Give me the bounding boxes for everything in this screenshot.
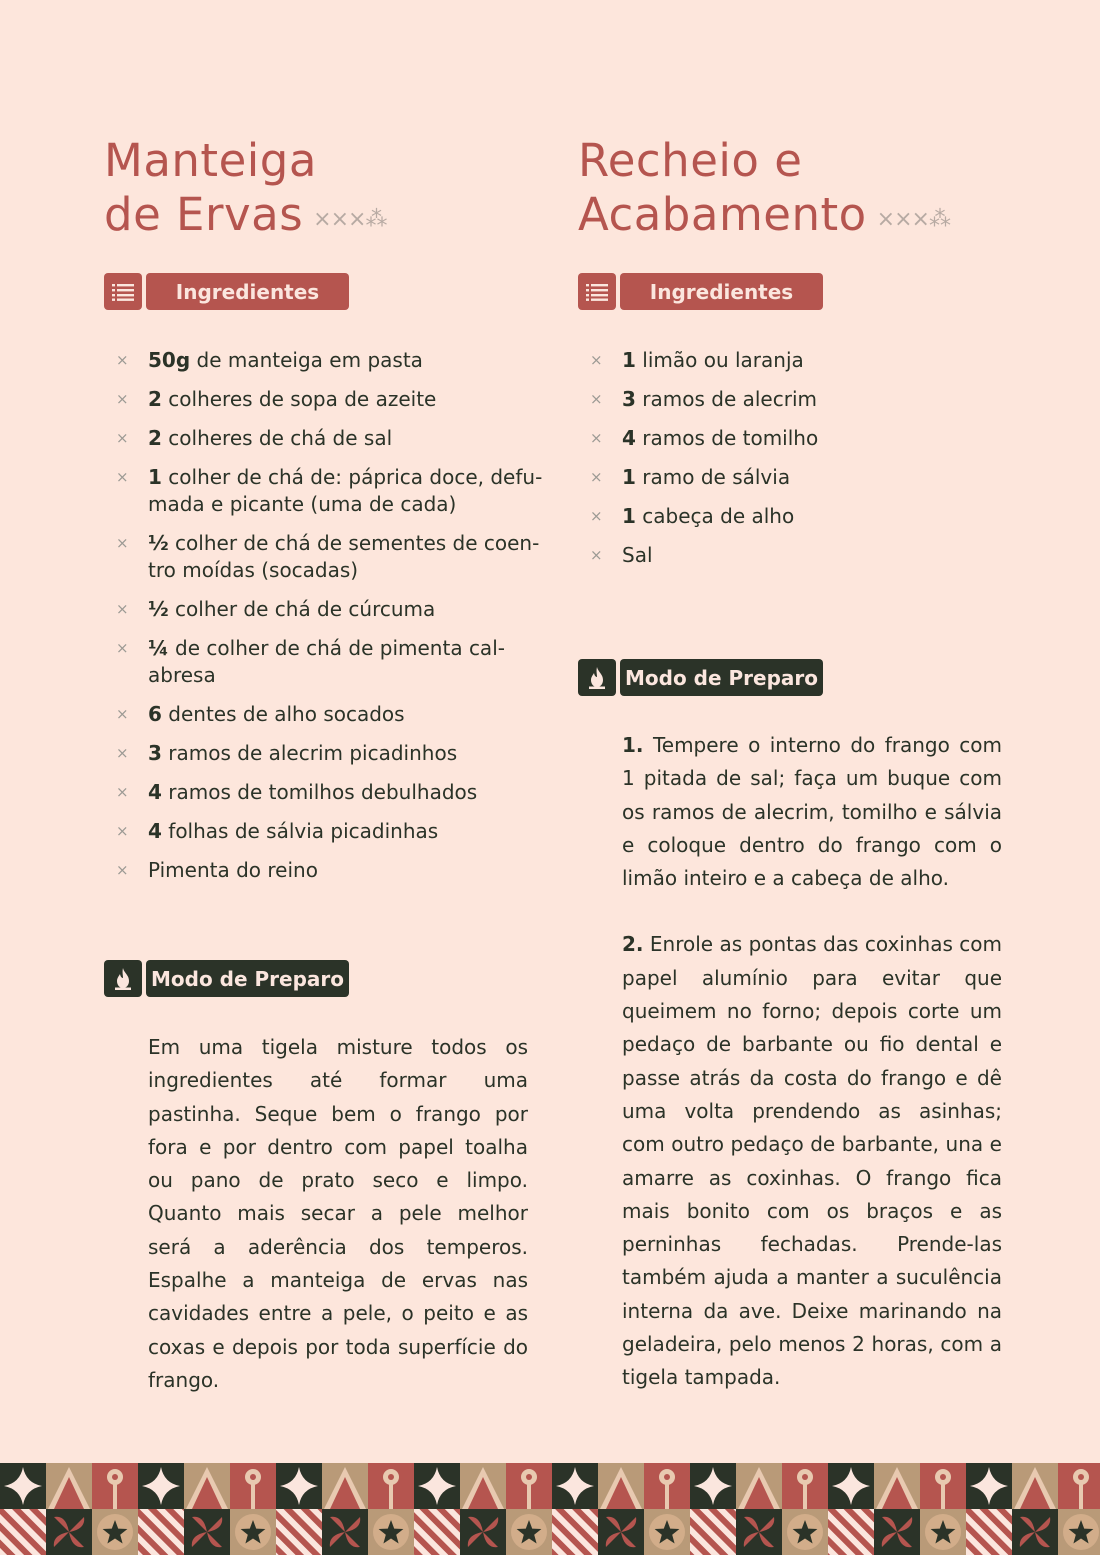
ingredient-quantity: ¼ (148, 636, 169, 660)
flower-tile (322, 1509, 368, 1555)
stripe-tile (138, 1509, 184, 1555)
ingredient-quantity: 3 (622, 387, 636, 411)
stripe-tile (828, 1509, 874, 1555)
cross-bullet-icon: × (590, 390, 603, 408)
ingredient-text: colher de chá de cúrcuma (168, 597, 436, 621)
cross-bullet-icon: × (116, 639, 129, 657)
title-line-2: Acabamento (578, 188, 867, 241)
ingredient-item (104, 596, 544, 623)
title-line-1: Recheio e (578, 134, 803, 187)
flower-tile (598, 1509, 644, 1555)
spoon-handle (113, 1483, 117, 1509)
step-text: Enrole as pontas das coxinhas com papel alumínio para evitar que queimem no forno; depois corte um pedaço de barbante ou fio dental e passe atrás da costa do frango e dê uma volta prendendo as asinhas; com outro pedaço de barbante, una e amarre as coxinhas. O frango fica mais bonito com os braços e as perninhas fechadas. Prende-las também ajuda a manter a suculência interna da ave. Deixe marinando na geladeira, pelo menos 2 horas, com a tigela tampada. (622, 932, 1002, 1390)
recipe-title-recheio (578, 134, 950, 249)
ingredient-item (104, 386, 544, 413)
spoon-handle (389, 1483, 393, 1509)
ingredient-quantity: 50g (148, 348, 191, 372)
ingredient-text: colheres de chá de sal (161, 426, 393, 450)
ingredient-item (104, 779, 544, 806)
stripe-tile (414, 1509, 460, 1555)
cross-bullet-icon: × (116, 861, 129, 879)
ingredient-item (578, 464, 1008, 491)
ingredient-list (578, 347, 1008, 581)
stripe-tile (690, 1509, 736, 1555)
ingredients-label: Ingredientes (146, 273, 349, 310)
spoon-hole (526, 1474, 532, 1480)
ingredient-text: colher de chá de: páprica doce, defu-mada e picante (uma de cada) (148, 465, 543, 516)
ingredient-text: de manteiga em pasta (190, 348, 423, 372)
prep-step (622, 928, 1002, 1394)
step-text: Tempere o interno do frango com 1 pitada de sal; faça um buque com os ramos de alecrim, tomilho e sálvia e coloque dentro do frango com o limão inteiro e a cabeça de alho. (622, 733, 1002, 891)
spoon-handle (665, 1483, 669, 1509)
ingredient-item (578, 347, 1008, 374)
cross-bullet-icon: × (116, 600, 129, 618)
cross-bullet-icon: × (590, 507, 603, 525)
spoon-handle (1079, 1483, 1083, 1509)
ingredient-quantity: 4 (148, 819, 162, 843)
ingredient-item (104, 530, 544, 584)
ingredient-text: ramos de alecrim (635, 387, 817, 411)
ingredient-text: Sal (622, 543, 653, 567)
flame-icon (578, 659, 616, 696)
spoon-hole (112, 1474, 118, 1480)
ingredient-text: ramos de tomilho (635, 426, 819, 450)
spoon-handle (941, 1483, 945, 1509)
ingredients-label: Ingredientes (620, 273, 823, 310)
ingredient-item (104, 818, 544, 845)
cross-bullet-icon: × (590, 468, 603, 486)
spoon-handle (803, 1483, 807, 1509)
ingredient-text: ramo de sálvia (635, 465, 791, 489)
title-line-1: Manteiga (104, 134, 317, 187)
cross-bullet-icon: × (116, 783, 129, 801)
prep-steps (622, 729, 1002, 1428)
ingredient-quantity: ½ (148, 531, 169, 555)
title-line-2: de Ervas (104, 188, 304, 241)
list-icon (578, 273, 616, 310)
ingredient-text: colher de chá de sementes de coen-tro moídas (socadas) (148, 531, 540, 582)
spoon-hole (250, 1474, 256, 1480)
flower-tile (46, 1509, 92, 1555)
cross-bullet-icon: × (116, 468, 129, 486)
cross-pattern-icon: ×××⁂ (876, 207, 950, 232)
cross-pattern-icon: ×××⁂ (313, 207, 387, 232)
stripe-tile (966, 1509, 1012, 1555)
ingredient-text: ramos de tomilhos debulhados (161, 780, 478, 804)
ingredient-quantity: ½ (148, 597, 169, 621)
flower-tile (736, 1509, 782, 1555)
prep-label: Modo de Preparo (146, 960, 349, 997)
ingredient-quantity: 2 (148, 426, 162, 450)
ingredient-text: de colher de chá de pimenta cal-abresa (148, 636, 505, 687)
cross-bullet-icon: × (590, 546, 603, 564)
step-number: 1. (622, 733, 644, 757)
ingredient-item (578, 542, 1008, 569)
stripe-tile (0, 1509, 46, 1555)
ingredient-text: Pimenta do reino (148, 858, 318, 882)
flower-tile (874, 1509, 920, 1555)
ingredient-item (104, 740, 544, 767)
ingredient-item (104, 347, 544, 374)
stripe-tile (552, 1509, 598, 1555)
step-number: 2. (622, 932, 644, 957)
ingredient-quantity: 1 (622, 504, 636, 528)
ingredient-quantity: 3 (148, 741, 162, 765)
ingredient-text: colheres de sopa de azeite (161, 387, 437, 411)
spoon-hole (1078, 1474, 1084, 1480)
ingredient-text: limão ou laranja (635, 348, 804, 372)
cross-bullet-icon: × (590, 351, 603, 369)
cross-bullet-icon: × (116, 351, 129, 369)
prep-text: Em uma tigela misture todos os ingredientes até formar uma pastinha. Seque bem o frango por fora e por dentro com papel toalha ou pano de prato seco e limpo. Quanto mais secar a pele melhor será a aderência dos temperos. Espalhe a manteiga de ervas nas cavidades entre a pele, o peito e as coxas e depois por toda superfície do frango. (148, 1035, 528, 1392)
cross-bullet-icon: × (116, 390, 129, 408)
ingredient-quantity: 1 (148, 465, 162, 489)
spoon-hole (664, 1474, 670, 1480)
ingredient-text: cabeça de alho (635, 504, 795, 528)
spoon-handle (251, 1483, 255, 1509)
flower-tile (184, 1509, 230, 1555)
ingredient-item (104, 857, 544, 884)
ingredient-item (104, 464, 544, 518)
prep-step (622, 729, 1002, 895)
spoon-handle (527, 1483, 531, 1509)
cross-bullet-icon: × (116, 429, 129, 447)
decorative-pattern-border (0, 1463, 1100, 1555)
ingredient-text: folhas de sálvia picadinhas (161, 819, 439, 843)
spoon-hole (802, 1474, 808, 1480)
ingredient-item (104, 701, 544, 728)
spoon-hole (940, 1474, 946, 1480)
flame-icon (104, 960, 142, 997)
flower-tile (460, 1509, 506, 1555)
prep-label: Modo de Preparo (620, 659, 823, 696)
cross-bullet-icon: × (116, 744, 129, 762)
spoon-hole (388, 1474, 394, 1480)
cross-bullet-icon: × (116, 705, 129, 723)
recipe-title-manteiga (104, 134, 386, 249)
ingredient-quantity: 4 (622, 426, 636, 450)
ingredient-quantity: 1 (622, 348, 636, 372)
cross-bullet-icon: × (116, 534, 129, 552)
ingredient-item (104, 635, 544, 689)
cross-bullet-icon: × (116, 822, 129, 840)
flower-tile (1012, 1509, 1058, 1555)
ingredient-text: dentes de alho socados (161, 702, 405, 726)
ingredient-quantity: 2 (148, 387, 162, 411)
ingredient-item (578, 503, 1008, 530)
ingredient-quantity: 6 (148, 702, 162, 726)
ingredient-item (104, 425, 544, 452)
stripe-tile (276, 1509, 322, 1555)
ingredient-item (578, 425, 1008, 452)
cross-bullet-icon: × (590, 429, 603, 447)
list-icon (104, 273, 142, 310)
ingredient-quantity: 4 (148, 780, 162, 804)
ingredient-text: ramos de alecrim picadinhos (161, 741, 458, 765)
ingredient-quantity: 1 (622, 465, 636, 489)
ingredient-list (104, 347, 544, 896)
ingredient-item (578, 386, 1008, 413)
